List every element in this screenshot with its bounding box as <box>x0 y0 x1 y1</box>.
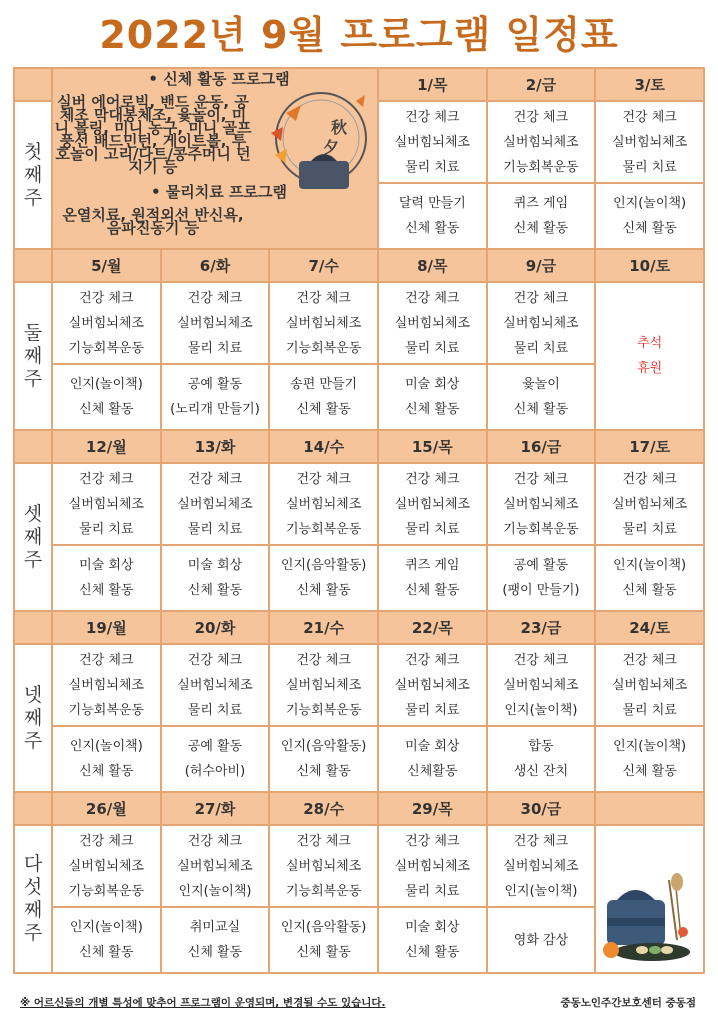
activity-item: 물리 치료 <box>405 159 460 175</box>
week-header-spacer <box>14 68 52 101</box>
day-date-cell: 17/토 <box>595 430 704 463</box>
schedule-table <box>13 67 705 974</box>
activity-item: 미술 회상 <box>405 739 460 754</box>
activity-item: 실버힘뇌체조 <box>68 315 144 331</box>
activity-item: 공예 활동 <box>187 377 243 392</box>
activity-item: 영화 감상 <box>513 932 569 948</box>
chuseok-emblem-illustration <box>261 83 371 203</box>
week-label <box>14 101 52 249</box>
activity-item: 물리 치료 <box>405 340 460 356</box>
activity-item: 기능회복운동 <box>68 340 144 356</box>
activity-item: 실버힘뇌체조 <box>394 496 470 512</box>
activity-item: 신체 활동 <box>622 764 677 779</box>
activity-item: 실버힘뇌체조 <box>611 496 688 512</box>
holiday-text: 휴원 <box>637 361 663 376</box>
week-label-char: 주 <box>23 729 43 752</box>
activity-item: 미술 회상 <box>79 558 134 573</box>
activity-item: 실버힘뇌체조 <box>394 677 470 693</box>
day-morning-activities <box>595 101 704 183</box>
day-morning-activities <box>487 463 596 545</box>
activity-item: 신체 활동 <box>79 945 134 960</box>
activity-item: 신체활동 <box>407 764 458 779</box>
week-label-char: 셋 <box>23 502 43 525</box>
day-morning-activities <box>378 644 487 726</box>
activity-item: 기능회복운동 <box>68 702 144 718</box>
day-date-cell: 15/목 <box>378 430 487 463</box>
activity-item: 기능회복운동 <box>285 702 362 718</box>
day-morning-activities <box>161 282 270 364</box>
week-morning-row <box>14 463 704 545</box>
day-date-cell: 2/금 <box>487 68 596 101</box>
activity-item: 미술 회상 <box>187 558 243 573</box>
activity-item: 미술 회상 <box>405 377 460 392</box>
activity-item: 신체 활동 <box>296 764 351 779</box>
activity-item: 신체 활동 <box>622 583 677 598</box>
activity-item: 실버힘뇌체조 <box>503 134 579 150</box>
activity-item: 신체 활동 <box>513 402 569 417</box>
activity-item: 건강 체크 <box>513 833 569 849</box>
activity-item: 실버힘뇌체조 <box>285 315 362 331</box>
activity-item: 물리 치료 <box>405 702 460 718</box>
day-date-cell: 29/목 <box>378 792 487 825</box>
day-afternoon-activities <box>269 364 378 430</box>
day-morning-activities <box>161 463 270 545</box>
day-morning-activities <box>52 825 161 907</box>
week-label-char: 주 <box>23 186 43 209</box>
activity-item: 기능회복운동 <box>285 340 362 356</box>
day-date-cell: 8/목 <box>378 249 487 282</box>
week-label-char: 째 <box>23 899 43 921</box>
day-morning-activities <box>269 644 378 726</box>
day-afternoon-activities <box>378 364 487 430</box>
activity-item: 인지(음악활동) <box>280 920 367 935</box>
chuseok-gift-illustration <box>597 870 697 965</box>
activity-item: 건강 체크 <box>405 652 460 668</box>
day-afternoon-activities <box>595 726 704 792</box>
day-date-cell: 26/월 <box>52 792 161 825</box>
activity-item: 실버힘뇌체조 <box>611 677 688 693</box>
activity-item: 건강 체크 <box>296 471 351 487</box>
program-desc-physical: 실버 에어로빅, 밴드 운동, 공 체조 막대봉체조, 윷놀이, 미니 볼링, 미니 농구, 미니 골프 풍선 배드민턴, 게이트볼, 투호놀이 고리/다트/콩주머니 던지기 등 <box>54 92 252 176</box>
day-afternoon-activities <box>487 545 596 611</box>
day-morning-activities <box>378 282 487 364</box>
activity-item: 신체 활동 <box>187 945 243 960</box>
day-afternoon-activities <box>378 726 487 792</box>
day-date-cell: 5/월 <box>52 249 161 282</box>
activity-item: 실버힘뇌체조 <box>394 134 470 150</box>
week-afternoon-row <box>14 726 704 792</box>
day-morning-activities <box>52 463 161 545</box>
svg-text:夕: 夕 <box>322 138 339 157</box>
activity-item: 인지(놀이책) <box>69 739 143 754</box>
activity-item: 인지(놀이책) <box>504 702 578 718</box>
activity-item: 실버힘뇌체조 <box>503 858 579 874</box>
day-date-cell: 3/토 <box>595 68 704 101</box>
activity-item: 신체 활동 <box>79 402 134 417</box>
activity-item: 물리 치료 <box>622 159 677 175</box>
activity-item: 실버힘뇌체조 <box>611 134 688 150</box>
week-date-row <box>14 611 704 644</box>
day-date-cell: 13/화 <box>161 430 270 463</box>
day-date-cell: 12/월 <box>52 430 161 463</box>
activity-item: 인지(놀이책) <box>613 196 687 211</box>
day-date-cell: 1/목 <box>378 68 487 101</box>
week-date-row <box>14 792 704 825</box>
day-date-cell: 19/월 <box>52 611 161 644</box>
activity-item: 실버힘뇌체조 <box>285 496 362 512</box>
activity-item: 물리 치료 <box>622 521 677 537</box>
week-date-row <box>14 249 704 282</box>
day-date-cell: 21/수 <box>269 611 378 644</box>
activity-item: 건강 체크 <box>405 109 460 125</box>
day-date-cell: 10/토 <box>595 249 704 282</box>
activity-item: 실버힘뇌체조 <box>503 677 579 693</box>
activity-item: 인지(놀이책) <box>504 883 578 899</box>
day-morning-activities <box>161 644 270 726</box>
activity-item: 송편 만들기 <box>290 377 358 392</box>
activity-item: 미술 회상 <box>405 920 460 935</box>
activity-item: 신체 활동 <box>79 583 134 598</box>
activity-item: 퀴즈 게임 <box>405 558 460 573</box>
activity-item: 인지(놀이책) <box>613 739 687 754</box>
day-morning-activities <box>378 101 487 183</box>
activity-item: 신체 활동 <box>405 583 460 598</box>
day-afternoon-activities <box>487 726 596 792</box>
activity-item: 물리 치료 <box>187 521 243 537</box>
day-afternoon-activities <box>161 545 270 611</box>
week-label-char: 째 <box>23 344 43 367</box>
week-label-char: 섯 <box>23 876 43 898</box>
day-date-cell: 20/화 <box>161 611 270 644</box>
day-morning-activities <box>161 825 270 907</box>
activity-item: 인지(놀이책) <box>613 558 687 573</box>
day-morning-activities <box>52 282 161 364</box>
activity-item: (허수아비) <box>184 764 246 779</box>
day-morning-activities <box>269 463 378 545</box>
activity-item: 신체 활동 <box>405 221 460 236</box>
activity-item: 건강 체크 <box>187 471 243 487</box>
day-morning-activities <box>378 463 487 545</box>
activity-item: 건강 체크 <box>79 471 134 487</box>
activity-item: 건강 체크 <box>296 652 351 668</box>
day-afternoon-activities <box>269 907 378 973</box>
activity-item: 건강 체크 <box>187 290 243 306</box>
activity-item: 실버힘뇌체조 <box>503 315 579 331</box>
day-date-cell: 22/목 <box>378 611 487 644</box>
activity-item: 생신 잔치 <box>513 764 569 779</box>
activity-item: 실버힘뇌체조 <box>285 677 362 693</box>
day-afternoon-activities <box>595 545 704 611</box>
day-date-cell <box>595 792 704 825</box>
holiday-cell <box>595 282 704 430</box>
week-label-char: 째 <box>23 706 43 729</box>
activity-item: 인지(놀이책) <box>178 883 252 899</box>
activity-item: 물리 치료 <box>187 340 243 356</box>
activity-item: 물리 치료 <box>187 702 243 718</box>
activity-item: 퀴즈 게임 <box>513 196 569 211</box>
day-date-cell: 14/수 <box>269 430 378 463</box>
day-afternoon-activities <box>269 726 378 792</box>
activity-item: 물리 치료 <box>405 883 460 899</box>
day-date-cell: 23/금 <box>487 611 596 644</box>
day-morning-activities <box>52 644 161 726</box>
activity-item: 물리 치료 <box>405 521 460 537</box>
day-afternoon-activities <box>52 364 161 430</box>
activity-item: 건강 체크 <box>513 290 569 306</box>
activity-item: 건강 체크 <box>405 290 460 306</box>
activity-item: 실버힘뇌체조 <box>285 858 362 874</box>
day-date-cell: 16/금 <box>487 430 596 463</box>
week-label-char: 둘 <box>23 321 43 344</box>
activity-item: 건강 체크 <box>187 833 243 849</box>
activity-item: 기능회복운동 <box>285 883 362 899</box>
activity-item: 인지(놀이책) <box>69 377 143 392</box>
activity-item: 실버힘뇌체조 <box>68 496 144 512</box>
activity-item: 신체 활동 <box>79 764 134 779</box>
day-morning-activities <box>269 825 378 907</box>
week-header-spacer <box>14 792 52 825</box>
activity-item: 건강 체크 <box>296 290 351 306</box>
activity-item: 신체 활동 <box>513 221 569 236</box>
day-afternoon-activities <box>487 907 596 973</box>
activity-item: 건강 체크 <box>622 652 677 668</box>
footer-note: ※ 어르신들의 개별 특성에 맞추어 프로그램이 운영되며, 변경될 수도 있습니다. <box>20 997 386 1009</box>
activity-item: 건강 체크 <box>79 833 134 849</box>
activity-item: 신체 활동 <box>296 402 351 417</box>
activity-item: 인지(놀이책) <box>69 920 143 935</box>
activity-item: (팽이 만들기) <box>502 583 580 598</box>
activity-item: 건강 체크 <box>513 109 569 125</box>
week-label-char: 째 <box>23 163 43 186</box>
activity-item: 건강 체크 <box>405 833 460 849</box>
activity-item: 물리 치료 <box>79 521 134 537</box>
activity-item: 기능회복운동 <box>503 521 579 537</box>
week-morning-row <box>14 644 704 726</box>
week-date-row <box>14 68 704 101</box>
activity-item: 인지(음악활동) <box>280 739 367 754</box>
activity-item: 실버힘뇌체조 <box>394 315 470 331</box>
program-heading-physical: • 신체 활동 프로그램 <box>148 69 290 88</box>
week-label <box>14 463 52 611</box>
day-afternoon-activities <box>52 907 161 973</box>
activity-item: 건강 체크 <box>405 471 460 487</box>
activity-item: 건강 체크 <box>79 290 134 306</box>
emblem-text: 秋 <box>330 118 347 137</box>
week-label-char: 주 <box>23 548 43 571</box>
day-afternoon-activities <box>595 183 704 249</box>
activity-item: 건강 체크 <box>79 652 134 668</box>
activity-item: 실버힘뇌체조 <box>68 858 144 874</box>
activity-item: 실버힘뇌체조 <box>177 315 253 331</box>
day-morning-activities <box>269 282 378 364</box>
activity-item: 실버힘뇌체조 <box>503 496 579 512</box>
program-info-box <box>52 68 378 249</box>
activity-item: 건강 체크 <box>513 652 569 668</box>
activity-item: 실버힘뇌체조 <box>177 677 253 693</box>
week-morning-row <box>14 282 704 364</box>
week-label-char: 넷 <box>23 683 43 706</box>
page-title: 2022년 9월 프로그램 일정표 <box>99 13 619 57</box>
activity-item: 합동 <box>528 739 554 754</box>
day-morning-activities <box>378 825 487 907</box>
activity-item: 신체 활동 <box>187 583 243 598</box>
activity-item: 달력 만들기 <box>398 196 466 211</box>
activity-item: 물리 치료 <box>513 340 569 356</box>
day-morning-activities <box>487 825 596 907</box>
day-afternoon-activities <box>487 364 596 430</box>
activity-item: 건강 체크 <box>296 833 351 849</box>
activity-item: 건강 체크 <box>187 652 243 668</box>
week-label <box>14 282 52 430</box>
activity-item: 취미교실 <box>189 920 241 935</box>
activity-item: 공예 활동 <box>187 739 243 754</box>
activity-item: 실버힘뇌체조 <box>68 677 144 693</box>
activity-item: 건강 체크 <box>513 471 569 487</box>
week-header-spacer <box>14 430 52 463</box>
day-date-cell: 27/화 <box>161 792 270 825</box>
holiday-text: 추석 <box>637 336 663 351</box>
day-date-cell: 30/금 <box>487 792 596 825</box>
day-afternoon-activities <box>161 364 270 430</box>
week-header-spacer <box>14 611 52 644</box>
day-morning-activities <box>487 644 596 726</box>
day-afternoon-activities <box>378 907 487 973</box>
activity-item: 신체 활동 <box>296 945 351 960</box>
day-afternoon-activities <box>161 726 270 792</box>
activity-item: 인지(음악활동) <box>280 558 367 573</box>
day-afternoon-activities <box>161 907 270 973</box>
day-afternoon-activities <box>52 545 161 611</box>
activity-item: 건강 체크 <box>622 471 677 487</box>
week-label-char: 주 <box>23 922 43 944</box>
activity-item: 기능회복운동 <box>285 521 362 537</box>
activity-item: 공예 활동 <box>513 558 569 573</box>
day-afternoon-activities <box>269 545 378 611</box>
activity-item: 신체 활동 <box>622 221 677 236</box>
activity-item: 신체 활동 <box>296 583 351 598</box>
day-date-cell: 24/토 <box>595 611 704 644</box>
day-morning-activities <box>595 463 704 545</box>
day-afternoon-activities <box>52 726 161 792</box>
week-label-char: 째 <box>23 525 43 548</box>
activity-item: (노리개 만들기) <box>170 402 260 417</box>
week-label <box>14 644 52 792</box>
day-morning-activities <box>487 282 596 364</box>
activity-item: 기능회복운동 <box>503 159 579 175</box>
activity-item: 윷놀이 <box>522 377 560 392</box>
week-label-char: 주 <box>23 367 43 390</box>
day-date-cell: 28/수 <box>269 792 378 825</box>
program-desc-physio: 온열치료, 원적외선 반신욕, 음파진동기 등 <box>62 205 244 237</box>
week-afternoon-row <box>14 545 704 611</box>
program-heading-physio: • 물리치료 프로그램 <box>151 182 287 201</box>
activity-item: 실버힘뇌체조 <box>177 496 253 512</box>
activity-item: 신체 활동 <box>405 402 460 417</box>
day-date-cell: 7/수 <box>269 249 378 282</box>
week-label-char: 다 <box>23 853 43 875</box>
day-date-cell: 6/화 <box>161 249 270 282</box>
footer-center-name: 중동노인주간보호센터 중동점 <box>560 997 696 1009</box>
week-header-spacer <box>14 249 52 282</box>
week-date-row <box>14 430 704 463</box>
day-afternoon-activities <box>378 183 487 249</box>
activity-item: 실버힘뇌체조 <box>394 858 470 874</box>
week-label <box>14 825 52 973</box>
activity-item: 신체 활동 <box>405 945 460 960</box>
day-morning-activities <box>595 644 704 726</box>
day-afternoon-activities <box>378 545 487 611</box>
activity-item: 물리 치료 <box>622 702 677 718</box>
week-label-char: 첫 <box>23 140 43 163</box>
activity-item: 건강 체크 <box>622 109 677 125</box>
activity-item: 기능회복운동 <box>68 883 144 899</box>
day-morning-activities <box>487 101 596 183</box>
day-date-cell: 9/금 <box>487 249 596 282</box>
day-afternoon-activities <box>487 183 596 249</box>
activity-item: 실버힘뇌체조 <box>177 858 253 874</box>
